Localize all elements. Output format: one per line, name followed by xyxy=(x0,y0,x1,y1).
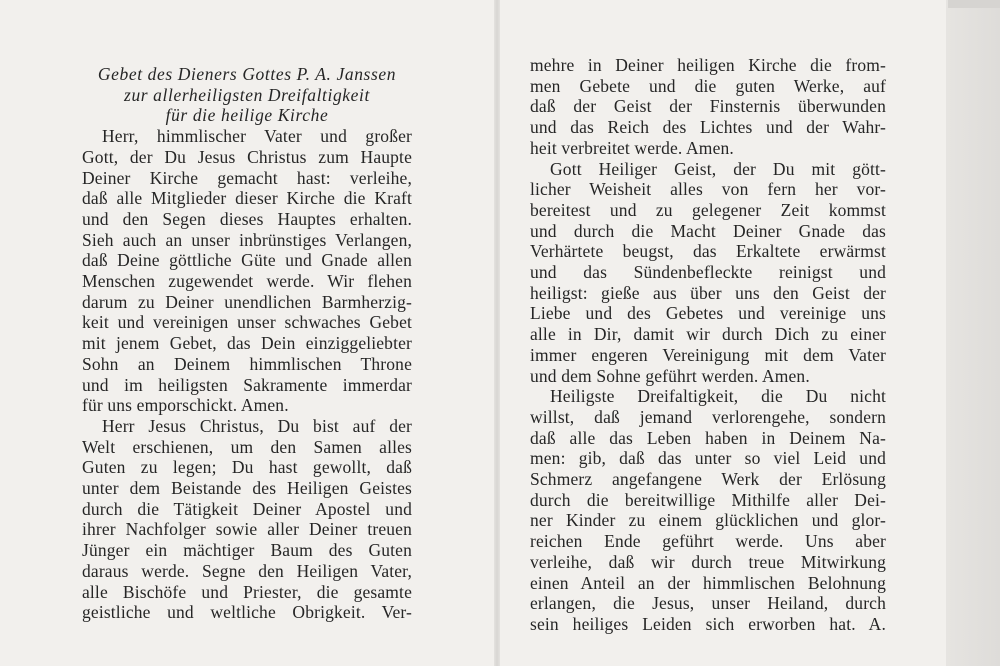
text-line: unter dem Beistande des Heiligen Geistes xyxy=(82,478,412,499)
text-line: Herr, himmlischer Vater und großer xyxy=(102,126,412,147)
text-line: und das Sündenbefleckte reinigst und xyxy=(530,262,886,283)
text-line: daß der Geist der Finsternis überwunden xyxy=(530,96,886,117)
text-line: Schmerz angefangene Werk der Erlösung xyxy=(530,469,886,490)
title-line: Gebet des Dieners Gottes P. A. Janssen xyxy=(97,64,397,84)
text-line: Heiligste Dreifaltigkeit, die Du nicht xyxy=(550,386,886,407)
text-line: durch die bereitwillige Mithilfe aller Dei- xyxy=(530,489,886,510)
text-line: Guten zu legen; Du hast gewollt, daß xyxy=(82,457,412,478)
text-line: licher Weisheit alles von fern her vor- xyxy=(530,179,886,200)
text-line: mehre in Deiner heiligen Kirche die from- xyxy=(530,55,886,75)
text-line: Sieh auch an unser inbrünstiges Verlangen, xyxy=(82,229,412,250)
text-line: verleihe, daß wir durch treue Mitwirkung xyxy=(530,551,886,572)
text-line: Verhärtete beugst, das Erkaltete erwärmst xyxy=(530,241,886,262)
paragraph xyxy=(530,159,886,387)
title-line: für die heilige Kirche xyxy=(165,105,329,126)
text-line: Jünger ein mächtiger Baum des Guten xyxy=(82,540,412,561)
text-line: Liebe und des Gebetes und vereinige uns xyxy=(530,303,886,324)
paragraph xyxy=(530,55,886,159)
text-line: Menschen zugewendet werde. Wir flehen xyxy=(82,271,412,292)
left-body-text xyxy=(82,126,412,623)
text-line: heiligst: gieße aus über uns den Geist der xyxy=(530,282,886,303)
page-edge xyxy=(946,0,1000,666)
text-line: reichen Ende geführt werde. Uns aber xyxy=(530,531,886,552)
paragraph xyxy=(82,416,412,623)
text-line: daß Deine göttliche Güte und Gnade allen xyxy=(82,250,412,271)
page-edge-notch xyxy=(948,0,1000,8)
paragraph xyxy=(530,386,886,634)
text-line: sein heiliges Leiden sich erworben hat. A. xyxy=(530,613,886,634)
text-line: erlangen, die Jesus, unser Heiland, durch xyxy=(530,593,886,614)
text-line: bereitest und zu gelegener Zeit kommst xyxy=(530,199,886,220)
text-line: men Gebete und die guten Werke, auf xyxy=(530,75,886,96)
text-line: daß alle Mitglieder dieser Kirche die Kraft xyxy=(82,188,412,209)
text-line: Herr Jesus Christus, Du bist auf der xyxy=(102,415,412,436)
text-line: heit verbreitet werde. Amen. xyxy=(530,137,734,158)
text-line: darum zu Deiner unendlichen Barmherzig- xyxy=(82,291,412,312)
text-line: einen Anteil an der himmlischen Belohnung xyxy=(530,572,886,593)
text-line: und im heiligsten Sakramente immerdar xyxy=(82,374,412,395)
text-line: mit jenem Gebet, das Dein einziggeliebter xyxy=(82,333,412,354)
book-gutter xyxy=(494,0,500,666)
text-line: keit und vereinigen unser schwaches Gebet xyxy=(82,312,412,333)
text-line: für uns emporschickt. Amen. xyxy=(82,395,289,416)
paragraph xyxy=(82,126,412,416)
text-line: daraus werde. Segne den Heiligen Vater, xyxy=(82,560,412,581)
text-line: Welt erschienen, um den Samen alles xyxy=(82,436,412,457)
text-line: daß alle das Leben haben in Deinem Na- xyxy=(530,427,886,448)
text-line: alle Bischöfe und Priester, die gesamte xyxy=(82,581,412,602)
text-line: ner Kinder zu einem glücklichen und glor- xyxy=(530,510,886,531)
title-line: zur allerheiligsten Dreifaltigkeit xyxy=(124,84,370,105)
text-line: Gott, der Du Jesus Christus zum Haupte xyxy=(82,146,412,167)
text-line: geistliche und weltliche Obrigkeit. Ver- xyxy=(82,602,412,623)
text-line: willst, daß jemand verlorengehe, sondern xyxy=(530,406,886,427)
text-line: ihrer Nachfolger sowie aller Deiner treuen xyxy=(82,519,412,540)
text-line: alle in Dir, damit wir durch Dich zu einer xyxy=(530,324,886,345)
left-column xyxy=(82,64,412,623)
text-line: und den Segen dieses Hauptes erhalten. xyxy=(82,208,412,229)
text-line: und durch die Macht Deiner Gnade das xyxy=(530,220,886,241)
text-line: Sohn an Deinem himmlischen Throne xyxy=(82,353,412,374)
right-column xyxy=(530,55,886,635)
text-line: durch die Tätigkeit Deiner Apostel und xyxy=(82,498,412,519)
text-line: und dem Sohne geführt werden. Amen. xyxy=(530,365,810,386)
text-line: immer engeren Vereinigung mit dem Vater xyxy=(530,344,886,365)
text-line: men: gib, daß das unter so viel Leid und xyxy=(530,448,886,469)
text-line: und das Reich des Lichtes und der Wahr- xyxy=(530,117,886,138)
text-line: Deiner Kirche gemacht hast: verleihe, xyxy=(82,167,412,188)
text-line: Gott Heiliger Geist, der Du mit gött- xyxy=(550,158,886,179)
prayer-title xyxy=(82,64,412,126)
